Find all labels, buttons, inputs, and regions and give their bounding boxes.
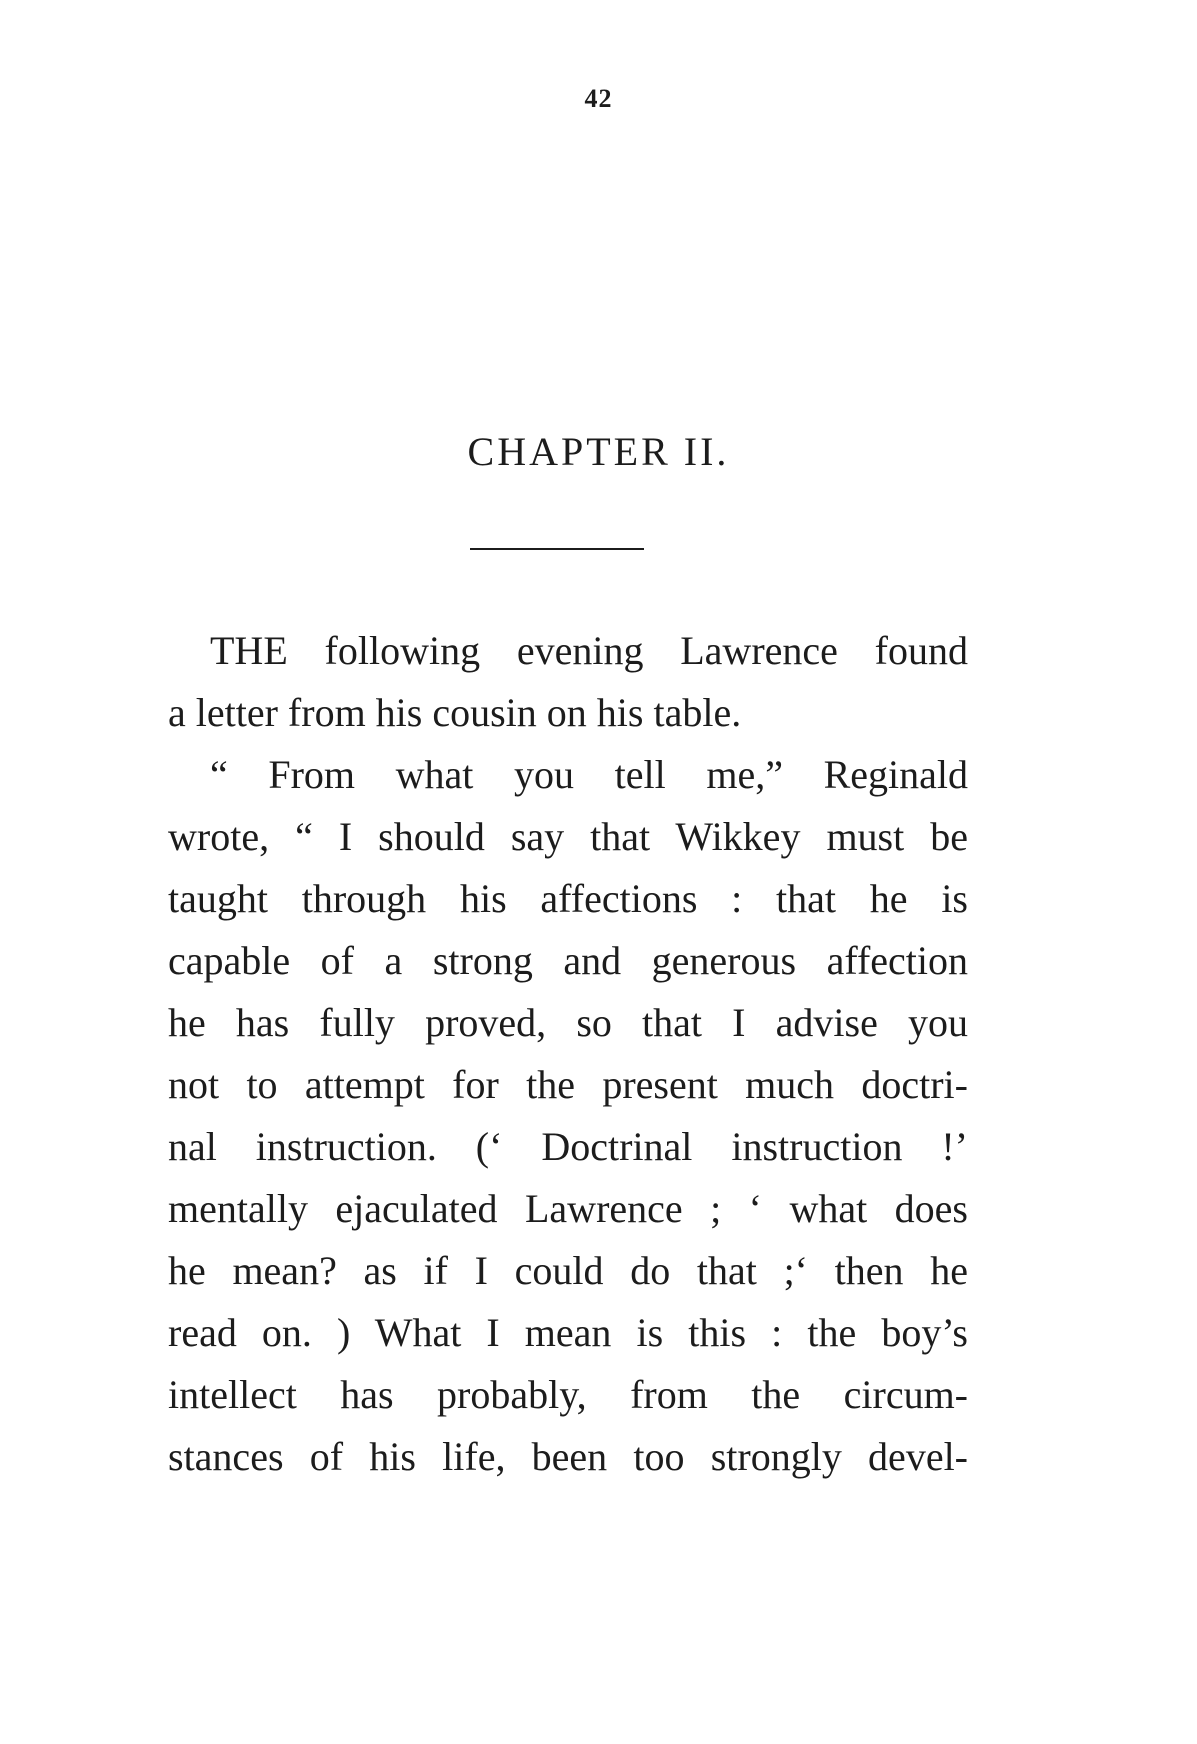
text-line: capable of a strong and generous affection bbox=[168, 938, 968, 983]
text-line: taught through his affections : that he is bbox=[168, 876, 968, 921]
chapter-heading: CHAPTER II. bbox=[467, 429, 730, 474]
text-line: stances of his life, been too strongly devel- bbox=[168, 1434, 968, 1479]
text-line: he has fully proved, so that I advise you bbox=[168, 1000, 968, 1045]
text-line: intellect has probably, from the circum- bbox=[168, 1372, 968, 1417]
text-line: “ From what you tell me,” Reginald bbox=[210, 752, 968, 797]
text-line: nal instruction. (‘ Doctrinal instruction !’ bbox=[168, 1124, 968, 1169]
text-line: a letter from his cousin on his table. bbox=[168, 690, 742, 735]
text-line: mentally ejaculated Lawrence ; ‘ what does bbox=[168, 1186, 968, 1231]
text-line: THE following evening Lawrence found bbox=[210, 628, 968, 673]
page-number: 42 bbox=[584, 84, 613, 113]
chapter-divider bbox=[470, 548, 644, 550]
text-line: he mean? as if I could do that ;‘ then he bbox=[168, 1248, 968, 1293]
text-line: read on. ) What I mean is this : the boy’s bbox=[168, 1310, 968, 1355]
body-text bbox=[168, 620, 968, 1488]
text-line: not to attempt for the present much doctri- bbox=[168, 1062, 968, 1107]
text-line: wrote, “ I should say that Wikkey must be bbox=[168, 814, 968, 859]
